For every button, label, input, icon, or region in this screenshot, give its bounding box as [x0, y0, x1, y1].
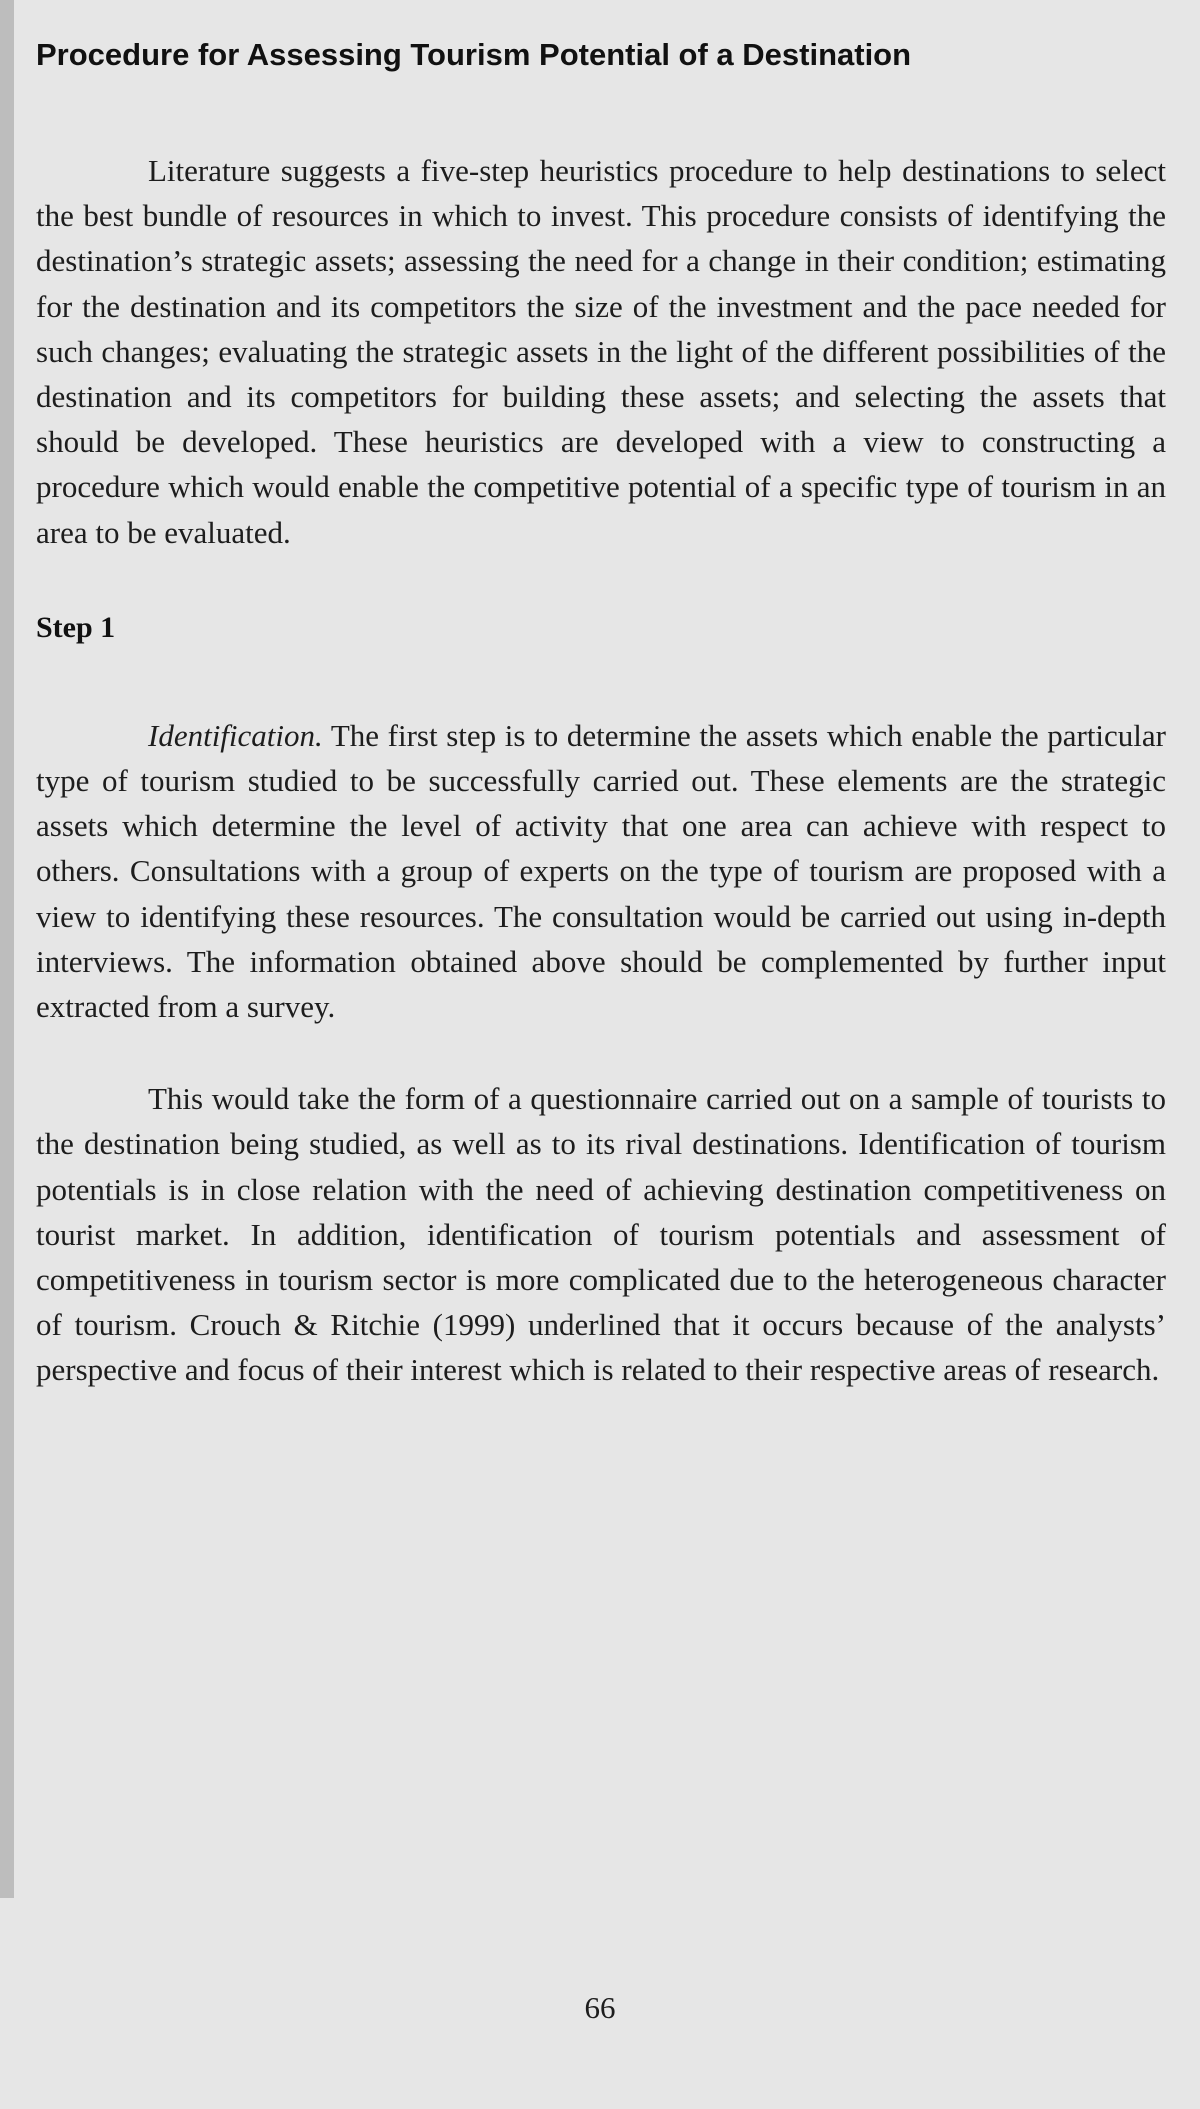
- questionnaire-paragraph: This would take the form of a questionnaire carried out on a sample of tourists to the destination being studied, as well as to its rival destinations. Identification of tourism potentials is in close relation with the need of achieving destination competitiveness on tourist market. In addition, identification of tourism potentials and assessment of competitiveness in tourism sector is more complicated due to the heterogeneous character of tourism. Crouch & Ritchie (1999) underlined that it occurs because of the analysts’ perspective and focus of their interest which is related to their respective areas of research.: [36, 1081, 1166, 1388]
- identification-term: Identification.: [148, 717, 323, 753]
- identification-paragraph: [36, 713, 1166, 1029]
- page-number: 66: [584, 1990, 616, 2025]
- section-title: Procedure for Assessing Tourism Potential of a Destination: [36, 37, 912, 72]
- intro-paragraph: Literature suggests a five-step heuristics procedure to help destinations to select the best bundle of resources in which to invest. This procedure consists of identifying the destination’s strategic assets; assessing the need for a change in their condition; estimating for the destination and its competitors the size of the investment and the pace needed for such changes; evaluating the strategic assets in the light of the different possibilities of the destination and its competitors for building these assets; and selecting the assets that should be developed. These heuristics are developed with a view to constructing a procedure which would enable the competitive potential of a specific type of tourism in an area to be evaluated.: [36, 153, 1166, 550]
- page-margin-bar: [0, 0, 14, 1898]
- step-heading: Step 1: [36, 610, 116, 644]
- identification-body: The first step is to determine the assets which enable the particular type of tourism studied to be successfully carried out. These elements are the strategic assets which determine the level of activity that one area can achieve with respect to others. Consultations with a group of experts on the type of tourism are proposed with a view to identifying these resources. The consultation would be carried out using in-depth interviews. The information obtained above should be complemented by further input extracted from a survey.: [36, 717, 1166, 1025]
- document-page: [36, 32, 1166, 1393]
